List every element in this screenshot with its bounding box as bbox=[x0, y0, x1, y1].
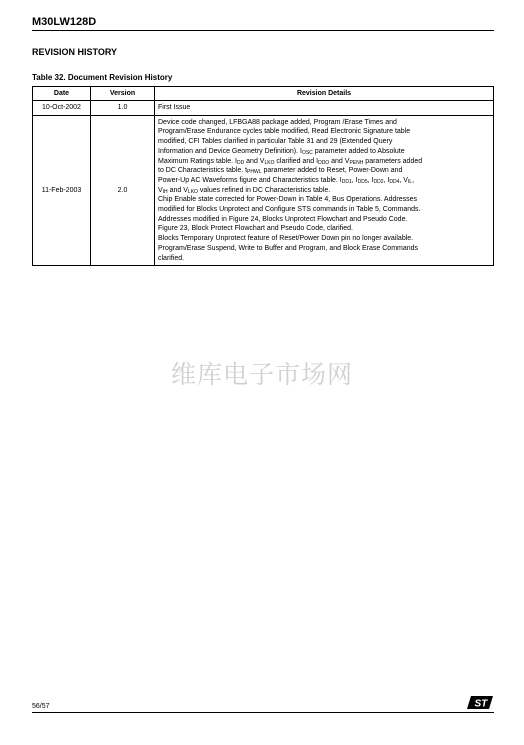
header-rule bbox=[32, 30, 494, 31]
table-row bbox=[33, 115, 494, 266]
revision-details-line: $V_{IH}$ and $V_{LKO}$ values refined in DC Characteristics table. bbox=[158, 186, 331, 195]
revision-details-line: modified for Blocks Unprotect and Configure STS commands in Table 5, Commands. bbox=[158, 206, 421, 214]
section-title: REVISION HISTORY bbox=[32, 47, 118, 57]
revision-details-line: Information and Device Geometry Definition). $I_{OSC}$ parameter added to Absolute bbox=[158, 147, 405, 156]
revision-details-line: Blocks Temporary Unprotect feature of Reset/Power Down pin no longer available. bbox=[158, 235, 414, 243]
column-header-revision-details: Revision Details bbox=[155, 87, 494, 101]
svg-text:ST: ST bbox=[474, 698, 488, 710]
revision-details-line: clarified. bbox=[158, 254, 185, 262]
revision-details-line: Chip Enable state corrected for Power-Down in Table 4, Bus Operations. Addresses bbox=[158, 196, 418, 204]
page-number: 56/57 bbox=[32, 703, 50, 710]
column-header-date: Date bbox=[33, 87, 91, 101]
table-row bbox=[33, 101, 494, 116]
revision-details-line: Program/Erase Endurance cycles table modified, Read Electronic Signature table bbox=[158, 128, 411, 136]
revision-details-cell: First Issue bbox=[155, 101, 494, 116]
document-id: M30LW128D bbox=[32, 16, 97, 28]
revision-details-line: Device code changed, LFBGA88 package added, Program /Erase Times and bbox=[158, 118, 397, 126]
revision-details-line: Power-Up AC Waveforms figure and Characteristics table. $I_{DD1}$, $I_{DD5}$, $I_{DD2}$, $I_{DD4}$, $V_{IL}$, bbox=[158, 176, 415, 185]
watermark: 维库电子市场网 bbox=[170, 360, 353, 389]
revision-details-cell bbox=[155, 115, 494, 266]
revision-details-line: Figure 23, Block Protect Flowchart and Pseudo Code, clarified. bbox=[158, 225, 353, 233]
st-logo-icon bbox=[466, 695, 494, 710]
table-header-row bbox=[33, 87, 494, 101]
column-header-version: Version bbox=[91, 87, 155, 101]
st-logo-graphic bbox=[466, 695, 494, 710]
table-caption: Table 32. Document Revision History bbox=[32, 73, 173, 82]
version-cell: 1.0 bbox=[91, 101, 155, 116]
date-cell: 11-Feb-2003 bbox=[33, 115, 91, 266]
footer-rule bbox=[32, 712, 494, 713]
version-cell: 2.0 bbox=[91, 115, 155, 266]
revision-details-line: modified, CFI Tables clarified in particular Table 31 and 29 (Extended Query bbox=[158, 138, 393, 146]
revision-details-line: Maximum Ratings table. $I_{DD}$ and $V_{LKO}$ clarified and $I_{DDO}$ and $V_{PENH}$ parameters added bbox=[158, 157, 423, 166]
revision-details-line: Addresses modified in Figure 24, Blocks Unprotect Flowchart and Pseudo Code. bbox=[158, 215, 408, 223]
revision-history-table bbox=[32, 86, 494, 266]
revision-details-line: to DC Characteristics table. $t_{PHWL}$ parameter added to Reset, Power-Down and bbox=[158, 167, 403, 176]
date-cell: 10-Oct-2002 bbox=[33, 101, 91, 116]
revision-details-line: Program/Erase Suspend, Write to Buffer and Program, and Block Erase Commands bbox=[158, 244, 419, 252]
